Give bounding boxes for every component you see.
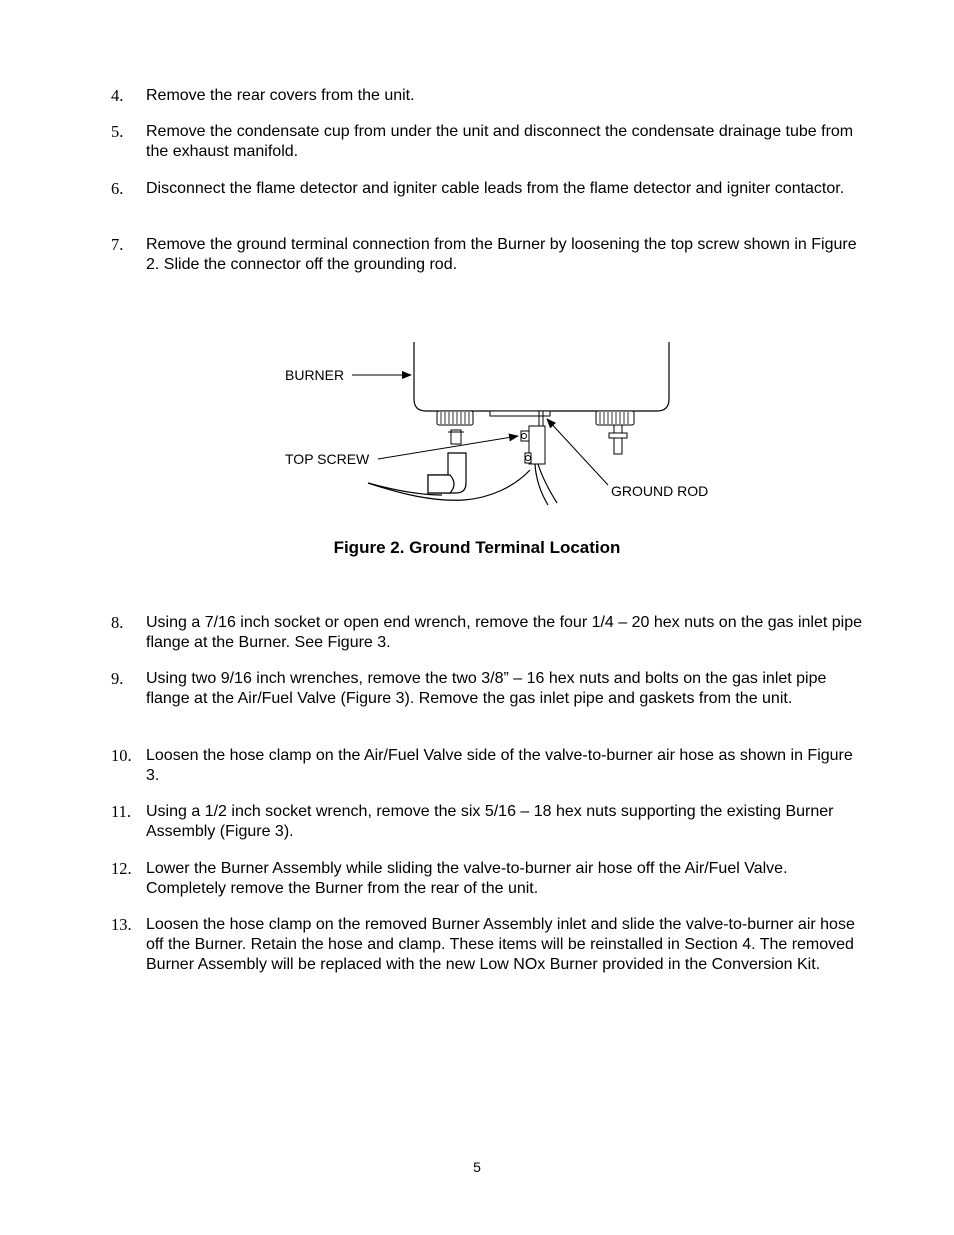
- step-text: Remove the ground terminal connection from the Burner by loosening the top screw shown in Figure 2. Slide the connector off the grounding rod.: [146, 236, 857, 273]
- step-number: 7.: [111, 235, 124, 254]
- step-number: 9.: [111, 669, 124, 688]
- burner-diagram: [280, 335, 720, 515]
- ground-terminal: [521, 411, 545, 464]
- step-number: 8.: [111, 613, 124, 632]
- step-text: Disconnect the flame detector and igniter cable leads from the flame detector and igniter contactor.: [146, 180, 845, 197]
- step-text: Loosen the hose clamp on the removed Burner Assembly inlet and slide the valve-to-burner air hose off the Burner. Retain the hose and clamp. These items will be reinstalled in Section 4. The removed Burner Assembly will be replaced with the new Low NOx Burner provided in the Conversion Kit.: [146, 916, 855, 973]
- step-number: 4.: [111, 86, 124, 105]
- right-nut: [596, 411, 634, 454]
- ground-rod-plate: [490, 411, 550, 416]
- step-number: 11.: [111, 802, 132, 821]
- step-text: Loosen the hose clamp on the Air/Fuel Valve side of the valve-to-burner air hose as shown in Figure 3.: [146, 747, 853, 784]
- ground-rod-arrow: [547, 419, 608, 485]
- ground-terminal-figure: [280, 335, 720, 515]
- step-text: Remove the condensate cup from under the unit and disconnect the condensate drainage tube from the exhaust manifold.: [146, 123, 854, 160]
- step-number: 10.: [111, 746, 132, 765]
- step-text: Remove the rear covers from the unit.: [146, 87, 415, 104]
- page-number: 5: [473, 1159, 481, 1175]
- left-nut: [437, 411, 473, 444]
- igniter-connector: [428, 453, 466, 493]
- figure-caption: Figure 2. Ground Terminal Location: [333, 538, 621, 557]
- step-number: 6.: [111, 179, 124, 198]
- burner-label: BURNER: [285, 367, 345, 383]
- step-text: Using two 9/16 inch wrenches, remove the two 3/8” – 16 hex nuts and bolts on the gas inlet pipe flange at the Air/Fuel Valve (Figure 3). Remove the gas inlet pipe and gaskets from the unit.: [146, 670, 827, 707]
- ground-cable: [538, 464, 557, 503]
- step-number: 13.: [111, 915, 132, 934]
- burner-body: [414, 342, 669, 411]
- ground-rod-label: GROUND ROD: [611, 483, 709, 499]
- step-number: 12.: [111, 859, 132, 878]
- step-number: 5.: [111, 122, 124, 141]
- top-screw-label: TOP SCREW: [285, 451, 370, 467]
- step-text: Using a 7/16 inch socket or open end wrench, remove the four 1/4 – 20 hex nuts on the gas inlet pipe flange at the Burner. See Figure 3.: [146, 614, 863, 651]
- step-text: Using a 1/2 inch socket wrench, remove the six 5/16 – 18 hex nuts supporting the existing Burner Assembly (Figure 3).: [146, 803, 834, 840]
- step-text: Lower the Burner Assembly while sliding the valve-to-burner air hose off the Air/Fuel Valve. Completely remove the Burner from the rear of the unit.: [146, 860, 788, 897]
